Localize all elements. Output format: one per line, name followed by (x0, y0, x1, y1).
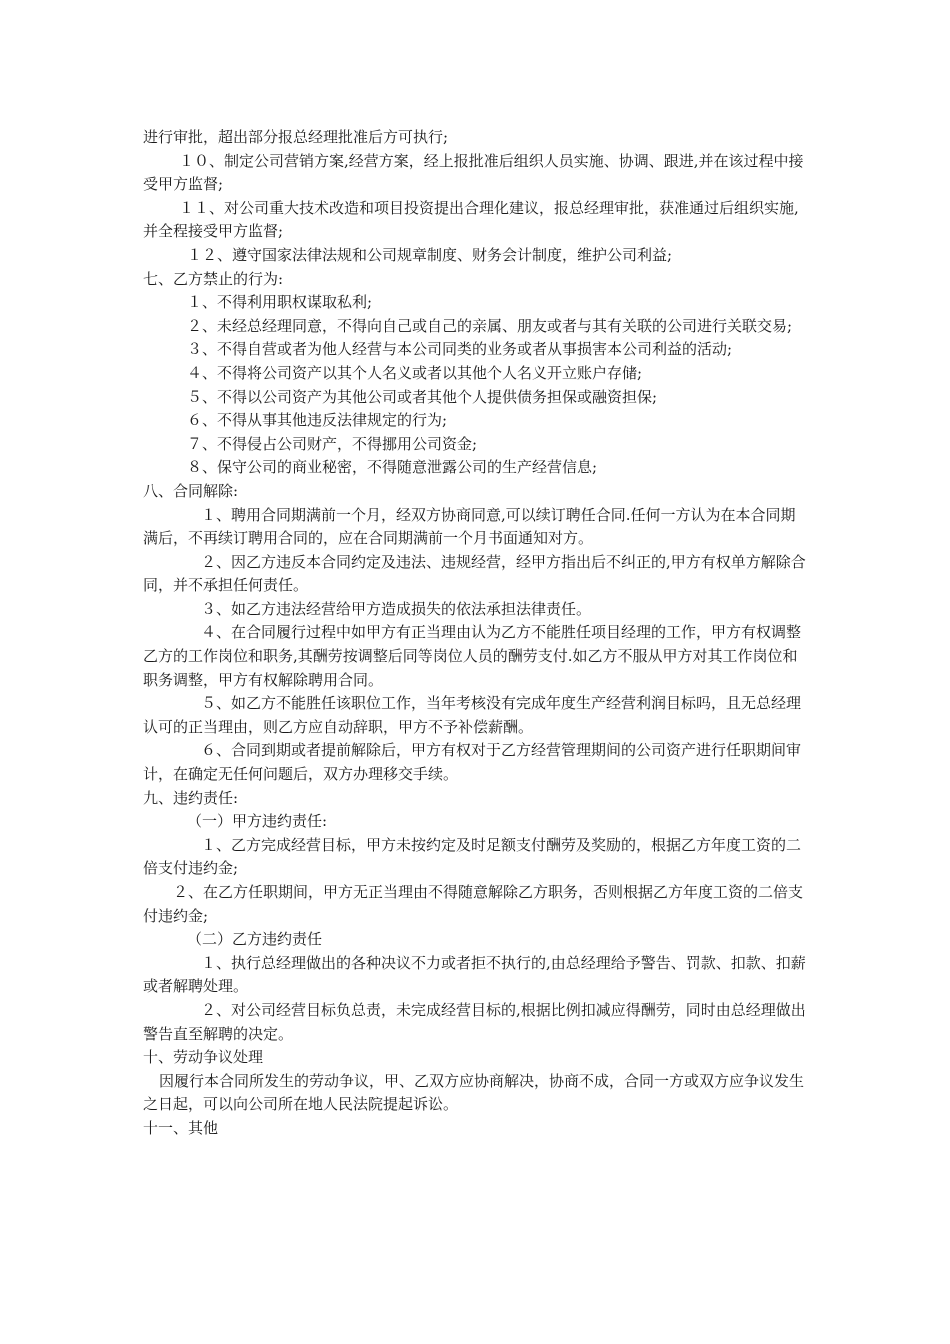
list-item: ２、对公司经营目标负总责，未完成经营目标的,根据比例扣减应得酬劳，同时由总经理做出警告直至解聘的决定。 (143, 1000, 806, 1043)
list-item: ８、保守公司的商业秘密，不得随意泄露公司的生产经营信息; (187, 458, 598, 477)
list-item: ６、合同到期或者提前解除后，甲方有权对于乙方经营管理期间的公司资产进行任职期间审计，在确定无任何问题后，双方办理移交手续。 (143, 741, 802, 784)
list-item: ３、如乙方违法经营给甲方造成损失的依法承担法律责任。 (201, 599, 592, 618)
list-item: ４、在合同履行过程中如甲方有正当理由认为乙方不能胜任项目经理的工作，甲方有权调整乙方的工作岗位和职务,其酬劳按调整后同等岗位人员的酬劳支付.如乙方不服从甲方对其工作岗位和职务调整，甲方有权解除聘用合同。 (143, 623, 802, 689)
list-item: １、聘用合同期满前一个月，经双方协商同意,可以续订聘任合同.任何一方认为在本合同期满后，不再续订聘用合同的，应在合同期满前一个月书面通知对方。 (143, 505, 796, 548)
list-item: ２、未经总经理同意，不得向自己或自己的亲属、朋友或者与其有关联的公司进行关联交易; (187, 316, 793, 335)
list-item: ６、不得从事其他违反法律规定的行为; (187, 411, 448, 430)
list-item: ４、不得将公司资产以其个人名义或者以其他个人名义开立账户存储; (187, 363, 643, 382)
list-item: ５、如乙方不能胜任该职位工作，当年考核没有完成年度生产经营利润目标吗，且无总经理认可的正当理由，则乙方应自动辞职，甲方不予补偿薪酬。 (143, 694, 802, 736)
subsection-heading: （二）乙方违约责任 (187, 930, 323, 949)
list-item: １、执行总经理做出的各种决议不力或者拒不执行的,由总经理给予警告、罚款、扣款、扣薪或者解聘处理。 (143, 953, 806, 996)
list-item: ５、不得以公司资产为其他公司或者其他个人提供债务担保或融资担保; (187, 387, 658, 406)
list-item: ３、不得自营或者为他人经营与本公司同类的业务或者从事损害本公司利益的活动; (187, 340, 733, 359)
section-heading: 十一、其他 (143, 1118, 219, 1137)
paragraph: １１、对公司重大技术改造和项目投资提出合理化建议，报总经理审批，获准通过后组织实施,并全程接受甲方监督; (143, 198, 799, 241)
paragraph: １２、遵守国家法律法规和公司规章制度、财务会计制度，维护公司利益; (187, 245, 673, 264)
subsection-heading: （一）甲方违约责任: (187, 812, 328, 831)
list-item: １、乙方完成经营目标，甲方未按约定及时足额支付酬劳及奖励的，根据乙方年度工资的二倍支付违约金; (143, 835, 802, 878)
paragraph: １０、制定公司营销方案,经营方案，经上报批准后组织人员实施、协调、跟进,并在该过程中接受甲方监督; (143, 151, 804, 194)
list-item: ７、不得侵占公司财产，不得挪用公司资金; (187, 434, 478, 453)
paragraph: 进行审批，超出部分报总经理批准后方可执行; (143, 128, 449, 146)
section-heading: 八、合同解除: (143, 481, 239, 500)
list-item: ２、因乙方违反本合同约定及违法、违规经营，经甲方指出后不纠正的,甲方有权单方解除合同，并不承担任何责任。 (143, 552, 806, 595)
section-heading: 九、违约责任: (143, 788, 239, 807)
section-heading: 十、劳动争议处理 (143, 1048, 264, 1067)
list-item: ２、在乙方任职期间，甲方无正当理由不得随意解除乙方职务，否则根据乙方年度工资的二倍支付违约金; (143, 883, 804, 925)
paragraph: 因履行本合同所发生的劳动争议，甲、乙双方应协商解决，协商不成，合同一方或双方应争议发生之日起，可以向公司所在地人民法院提起诉讼。 (143, 1071, 805, 1114)
document-body (143, 126, 808, 1141)
section-heading: 七、乙方禁止的行为: (143, 269, 284, 288)
list-item: １、不得利用职权谋取私利; (187, 293, 373, 312)
